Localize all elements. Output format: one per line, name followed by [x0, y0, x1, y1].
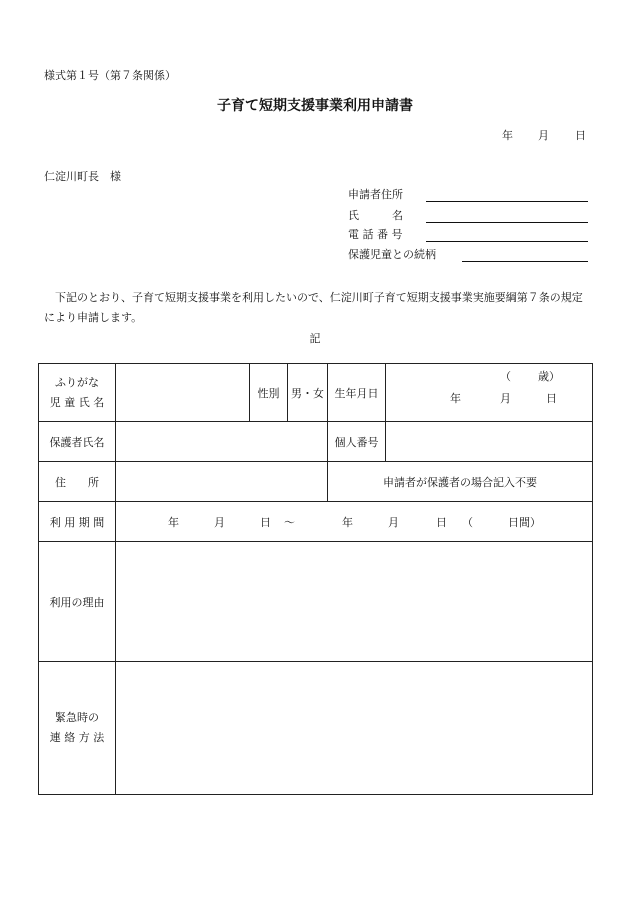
child-name-label: 児 童 氏 名	[49, 395, 105, 409]
age-close: 歳）	[538, 370, 560, 383]
applicant-address-label: 申請者住所	[348, 188, 403, 201]
reason-label: 利用の理由	[39, 542, 116, 662]
reason-input[interactable]	[116, 542, 593, 662]
emergency-input[interactable]	[116, 662, 593, 795]
personal-number-input[interactable]	[386, 422, 593, 462]
applicant-relation-field[interactable]	[348, 246, 588, 262]
address-label: 住 所	[39, 462, 116, 502]
child-name-label-cell	[39, 364, 116, 422]
applicant-name-label: 氏 名	[348, 209, 403, 222]
age-open: （	[500, 370, 511, 383]
applicant-name-line[interactable]	[426, 222, 588, 223]
ki-label: 記	[309, 332, 321, 345]
date-day: 日	[575, 129, 586, 142]
table-row-address	[39, 462, 593, 502]
applicant-address-field[interactable]	[348, 186, 588, 202]
applicant-phone-line[interactable]	[426, 241, 588, 242]
birthdate-label: 生年月日	[328, 364, 386, 422]
emergency-label-cell	[39, 662, 116, 795]
body-text: 下記のとおり、子育て短期支援事業を利用したいので、仁淀川町子育て短期支援事業実施要綱第７条の規定により申請します。	[44, 291, 583, 324]
period-day-2: 日	[436, 516, 447, 529]
period-month-1: 月	[214, 516, 225, 529]
birth-day: 日	[546, 392, 557, 405]
address-note: 申請者が保護者の場合記入不要	[328, 462, 593, 502]
table-row-reason	[39, 542, 593, 662]
application-table	[38, 363, 593, 795]
period-days: 日間）	[508, 516, 541, 529]
table-row-emergency	[39, 662, 593, 795]
period-month-2: 月	[388, 516, 399, 529]
period-label: 利 用 期 間	[39, 502, 116, 542]
sex-options[interactable]: 男・女	[288, 364, 328, 422]
applicant-address-line[interactable]	[426, 201, 588, 202]
emergency-label-line2: 連 絡 方 法	[49, 731, 105, 744]
period-tilde: ～	[284, 516, 295, 529]
furigana-label: ふりがな	[55, 375, 99, 389]
form-number: 様式第１号（第７条関係）	[44, 69, 176, 82]
birth-month: 月	[500, 392, 511, 405]
period-input[interactable]	[116, 502, 593, 542]
table-row-guardian	[39, 422, 593, 462]
applicant-relation-line[interactable]	[462, 261, 588, 262]
table-row-period	[39, 502, 593, 542]
date-month: 月	[538, 129, 549, 142]
emergency-label-line1: 緊急時の	[55, 711, 99, 724]
birthdate-input[interactable]	[386, 364, 593, 422]
period-year-2: 年	[342, 516, 353, 529]
birth-year: 年	[450, 392, 461, 405]
period-day-1: 日	[260, 516, 271, 529]
applicant-phone-field[interactable]	[348, 226, 588, 242]
period-paren-open: （	[462, 516, 473, 529]
addressee: 仁淀川町長 様	[44, 170, 121, 183]
date-year: 年	[502, 129, 513, 142]
applicant-name-field[interactable]	[348, 207, 588, 223]
guardian-name-input[interactable]	[116, 422, 328, 462]
applicant-phone-label: 電 話 番 号	[348, 228, 403, 241]
period-year-1: 年	[168, 516, 179, 529]
table-row-child	[39, 364, 593, 422]
guardian-name-label: 保護者氏名	[39, 422, 116, 462]
child-name-input[interactable]	[116, 364, 250, 422]
personal-number-label: 個人番号	[328, 422, 386, 462]
page-title: 子育て短期支援事業利用申請書	[217, 98, 413, 114]
address-input[interactable]	[116, 462, 328, 502]
applicant-relation-label: 保護児童との続柄	[348, 248, 436, 261]
sex-label: 性別	[250, 364, 288, 422]
